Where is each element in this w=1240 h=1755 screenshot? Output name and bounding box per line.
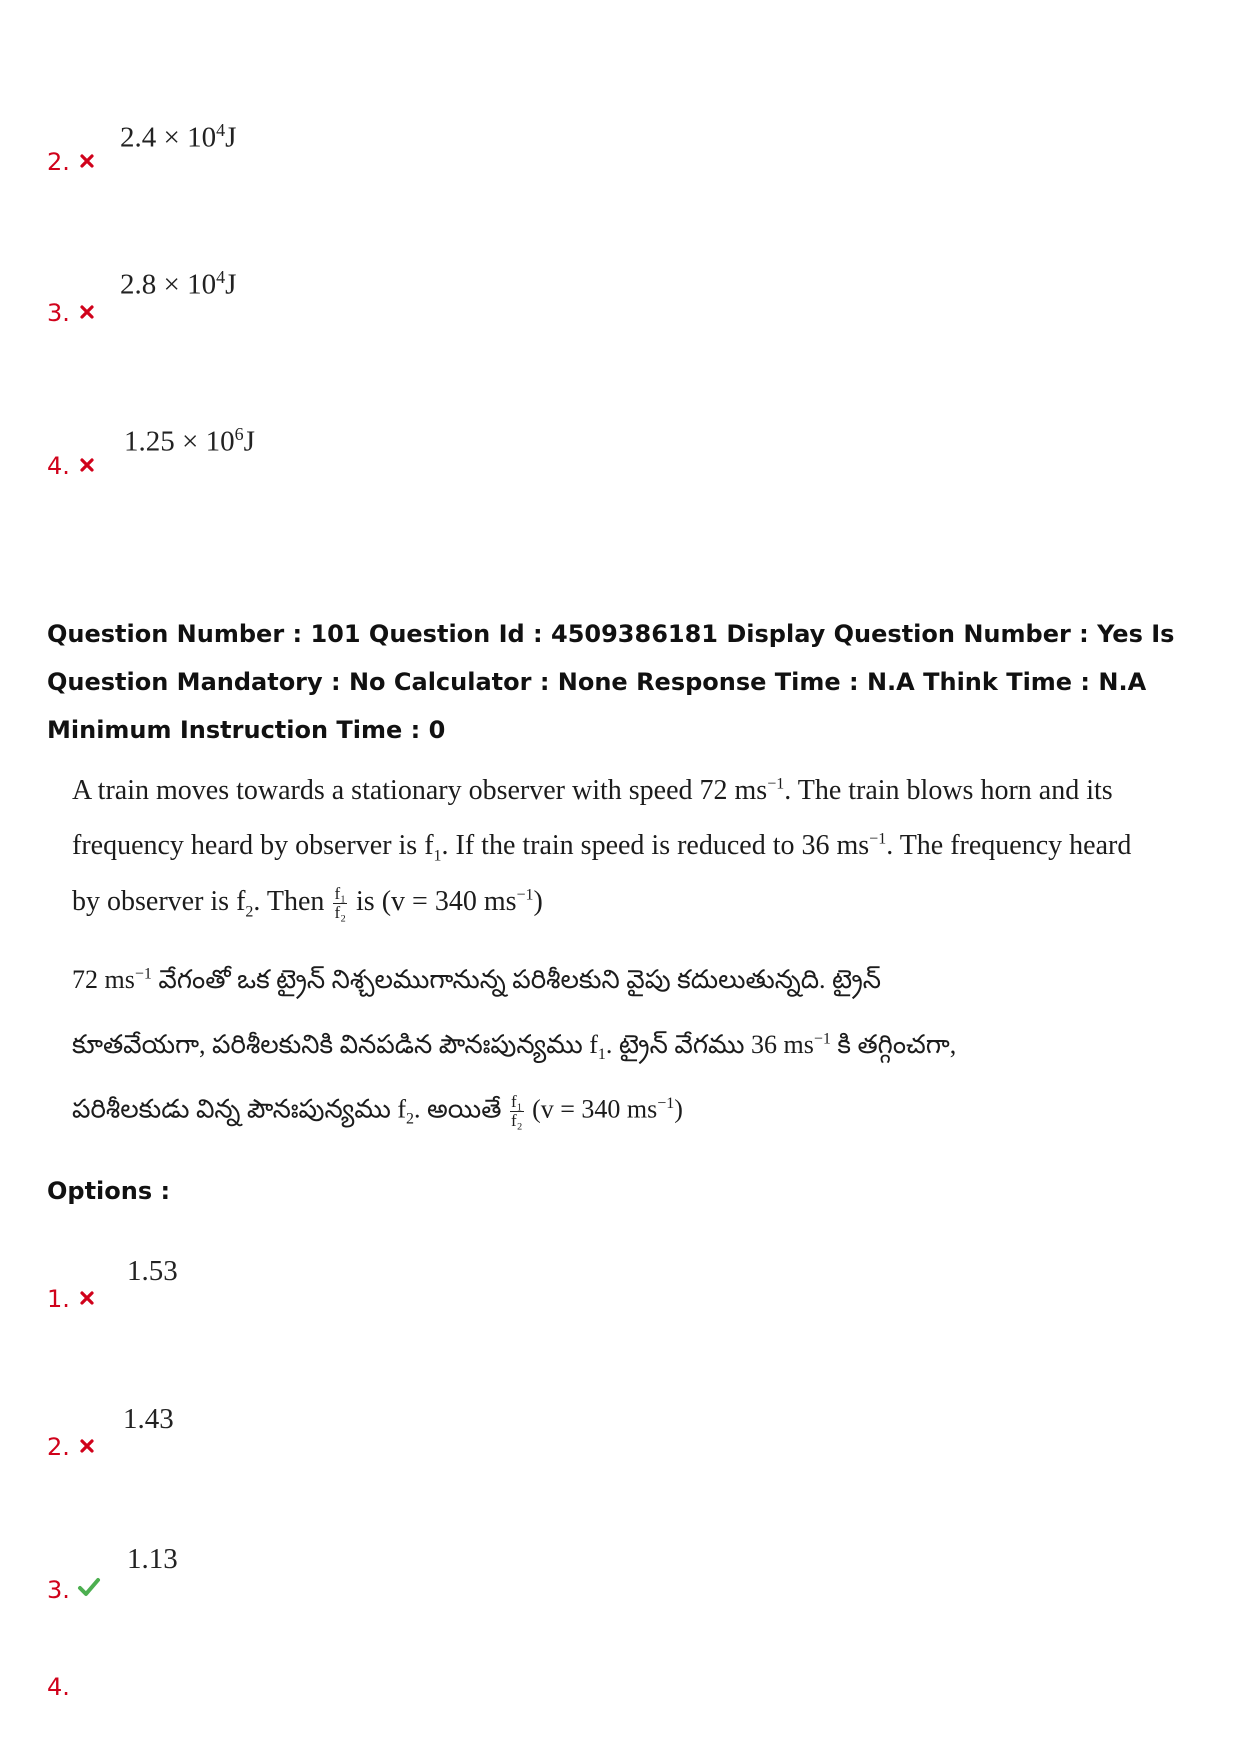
- check-icon: [77, 1576, 101, 1598]
- fraction-f1-f2: $\frac{\text{f₁}}{\text{f₂}}$: [334, 884, 347, 922]
- cross-icon: [78, 303, 96, 321]
- prev-option-3-number: 3.: [47, 299, 70, 327]
- prev-option-4-number: 4.: [47, 452, 70, 480]
- prev-option-2-value: $2.4 \times 10^4J$: [120, 120, 237, 154]
- question-te-line-2: కూతవేయగా, పరిశీలకునికి వినపడిన పౌనఃపున్యము $f_1$. ట్రైన్ వేగము 36 $ms^{-1}$ కి తగ్గించగా,: [72, 1030, 957, 1064]
- option-2-number: 2.: [47, 1433, 70, 1461]
- option-4-number: 4.: [47, 1673, 70, 1701]
- option-3-value: 1.13: [127, 1543, 178, 1575]
- cross-icon: [78, 456, 96, 474]
- question-meta: Question Number : 101 Question Id : 4509386181 Display Question Number : Yes Is Question Mandatory : No Calculator : None Response Time : N.A Think Time : N.A Minimum Instruction Time : 0: [47, 620, 1175, 744]
- option-2-value: 1.43: [123, 1403, 174, 1435]
- option-1-number: 1.: [47, 1285, 70, 1313]
- options-label: Options :: [47, 1177, 171, 1205]
- option-1-value: 1.53: [127, 1255, 178, 1287]
- question-en-line-2: frequency heard by observer is $f_1$. If the train speed is reduced to 36 $ms^{-1}$. The frequency heard: [72, 830, 1132, 865]
- cross-icon: [78, 152, 96, 170]
- question-te-line-3: పరిశీలకుడు విన్న పౌనఃపున్యము $f_2$. అయితే $\frac{\text{f₁}}{\text{f₂}}$ (v = 340 $ms^{-1}$): [72, 1092, 683, 1130]
- prev-option-3-value: $2.8 \times 10^4J$: [120, 267, 237, 301]
- cross-icon: [78, 1437, 96, 1455]
- fraction-f1-f2-te: $\frac{\text{f₁}}{\text{f₂}}$: [510, 1092, 523, 1130]
- question-en-line-1: A train moves towards a stationary observer with speed 72 $ms^{-1}$. The train blows horn and its: [72, 775, 1113, 806]
- cross-icon: [78, 1289, 96, 1307]
- option-3-number: 3.: [47, 1576, 70, 1604]
- question-te-line-1: 72 $ms^{-1}$ వేగంతో ఒక ట్రైన్ నిశ్చలముగానున్న పరిశీలకుని వైపు కదులుతున్నది. ట్రైన్: [72, 965, 882, 994]
- prev-option-2-number: 2.: [47, 148, 70, 176]
- question-en-line-3: by observer is $f_2$. Then $\frac{\text{f₁}}{\text{f₂}}$ is (v = 340 $ms^{-1}$): [72, 884, 543, 922]
- prev-option-4-value: $1.25 \times 10^6J$: [124, 424, 255, 458]
